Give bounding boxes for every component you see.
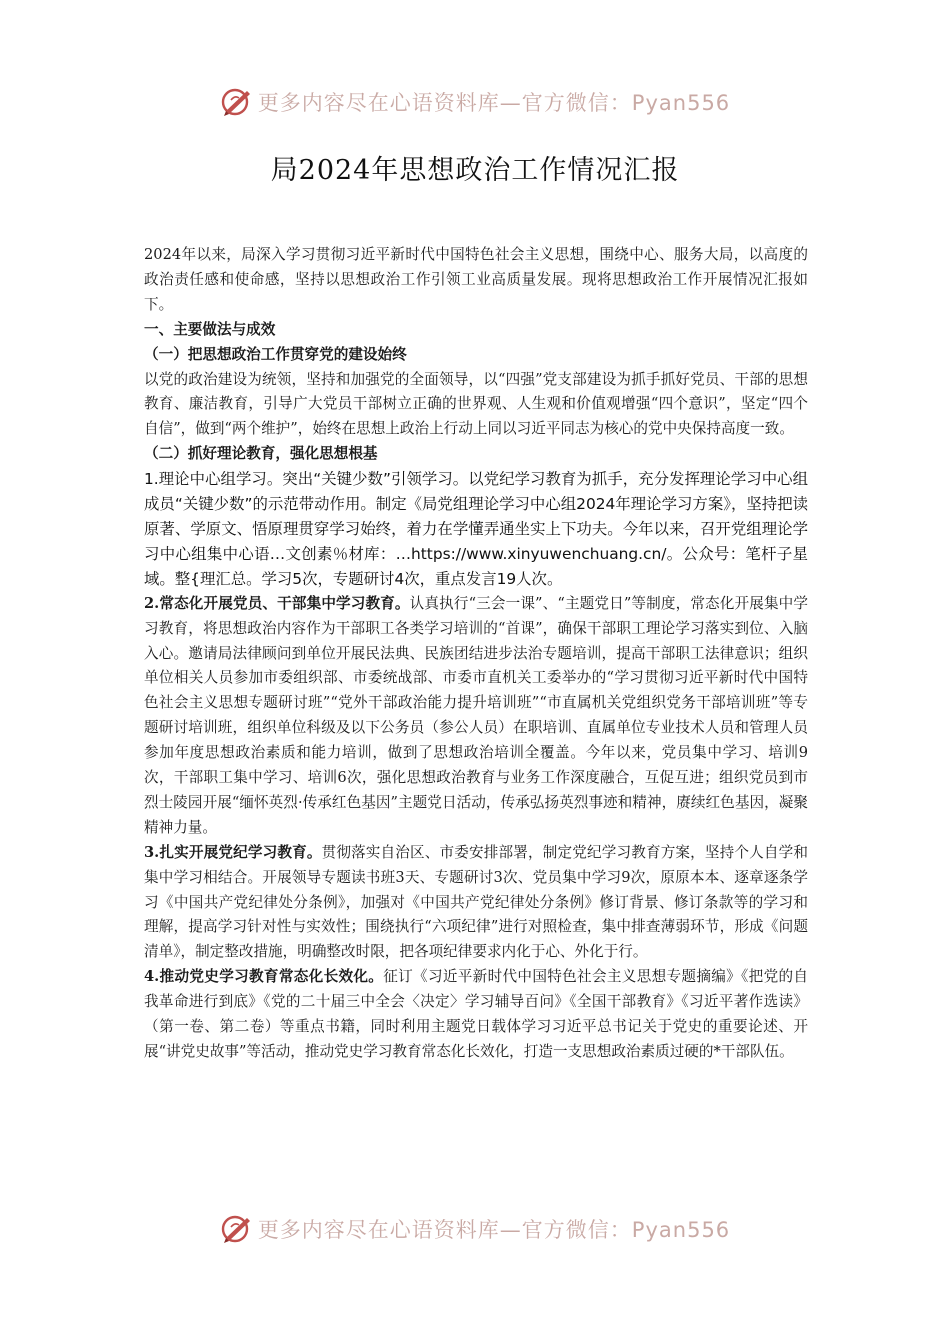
- intro-paragraph: 2024年以来，局深入学习贯彻习近平新时代中国特色社会主义思想，围绕中心、服务大局，以高度的政治责任感和使命感，坚持以思想政治工作引领工业高质量发展。现将思想政治工作开展情况汇报如下。: [144, 246, 808, 313]
- pen-logo-icon: [220, 85, 254, 119]
- item-2-lead: 2.常态化开展党员、干部集中学习教育。: [144, 594, 410, 612]
- item-2-paragraph: [144, 592, 808, 841]
- subsection-heading-1: （一）把思想政治工作贯穿党的建设始终: [144, 345, 407, 363]
- watermark-footer: [0, 1209, 950, 1249]
- item-3-paragraph: [144, 841, 808, 966]
- document-title: 局2024年思想政治工作情况汇报: [270, 155, 680, 186]
- watermark-text: 更多内容尽在心语资料库—官方微信：Pyan556: [257, 1218, 731, 1242]
- item-3-lead: 3.扎实开展党纪学习教育。: [144, 843, 322, 861]
- document-body: [144, 243, 808, 1065]
- item-4-lead: 4.推动党史学习教育常态化长效化。: [144, 968, 384, 986]
- subsection-1-paragraph: 以党的政治建设为统领，坚持和加强党的全面领导，以“四强”党支部建设为抓手抓好党员、干部的思想教育、廉洁教育，引导广大党员干部树立正确的世界观、人生观和价值观增强“四个意识”，坚定“四个自信”，做到“两个维护”，始终在思想上政治上行动上同以习近平同志为核心的党中央保持高度一致。: [144, 370, 808, 438]
- item-2-body: 认真执行“三会一课”、“主题党日”等制度，常态化开展集中学习教育，将思想政治内容作为干部职工各类学习培训的“首课”，确保干部职工理论学习落实到位、入脑入心。邀请局法律顾问到单位开展民法典、民族团结进步法治专题培训，提高干部职工法律意识；组织单位相关人员参加市委组织部、市委统战部、市委市直机关工委举办的“学习贯彻习近平新时代中国特色社会主义思想专题研讨班”“党外干部政治能力提升培训班”“市直属机关党组织党务干部培训班”等专题研讨培训班，组织单位科级及以下公务员（参公人员）在职培训、直属单位专业技术人员和管理人员参加年度思想政治素质和能力培训，做到了思想政治培训全覆盖。今年以来，党员集中学习、培训9次，干部职工集中学习、培训6次，强化思想政治教育与业务工作深度融合，互促互进；组织党员到市烈士陵园开展“缅怀英烈·传承红色基因”主题党日活动，传承弘扬英烈事迹和精神，赓续红色基因，凝聚精神力量。: [144, 594, 808, 836]
- item-1-paragraph: 1.理论中心组学习。突出“关键少数”引领学习。以党纪学习教育为抓手，充分发挥理论学习中心组成员“关键少数”的示范带动作用。制定《局党组理论学习中心组2024年理论学习方案》，坚持把读原著、学原文、悟原理贯穿学习始终，着力在学懂弄通坐实上下功夫。今年以来，召开党组理论学习中心组集中心语…文创素％材库：…https://www.xinyuwenchuang.cn/。公众号：笔杆子星域。整{理汇总。学习5次，专题研讨4次，重点发言19人次。: [144, 470, 808, 588]
- watermark-text: 更多内容尽在心语资料库—官方微信：Pyan556: [257, 91, 731, 115]
- item-4-paragraph: [144, 965, 808, 1065]
- pen-logo-icon: [220, 1212, 254, 1246]
- watermark-header: [0, 82, 950, 122]
- item-3-body: 贯彻落实自治区、市委安排部署，制定党纪学习教育方案，坚持个人自学和集中学习相结合。开展领导专题读书班3天、专题研讨3次、党员集中学习9次，原原本本、逐章逐条学习《中国共产党纪律处分条例》，加强对《中国共产党纪律处分条例》修订背景、修订条款等的学习和理解，提高学习针对性与实效性；围绕执行“六项纪律”进行对照检查，集中排查薄弱环节，形成《问题清单》，制定整改措施，明确整改时限，把各项纪律要求内化于心、外化于行。: [144, 843, 808, 961]
- item-4-body: 征订《习近平新时代中国特色社会主义思想专题摘编》《把党的自我革命进行到底》《党的二十届三中全会〈决定〉学习辅导百问》《全国干部教育》《习近平著作选读》（第一卷、第二卷）等重点书籍，同时利用主题党日载体学习习近平总书记关于党史的重要论述、开展“讲党史故事”等活动，推动党史学习教育常态化长效化，打造一支思想政治素质过硬的*干部队伍。: [144, 968, 808, 1060]
- subsection-heading-2: （二）抓好理论教育，强化思想根基: [144, 445, 378, 463]
- section-heading-1: 一、主要做法与成效: [144, 320, 276, 338]
